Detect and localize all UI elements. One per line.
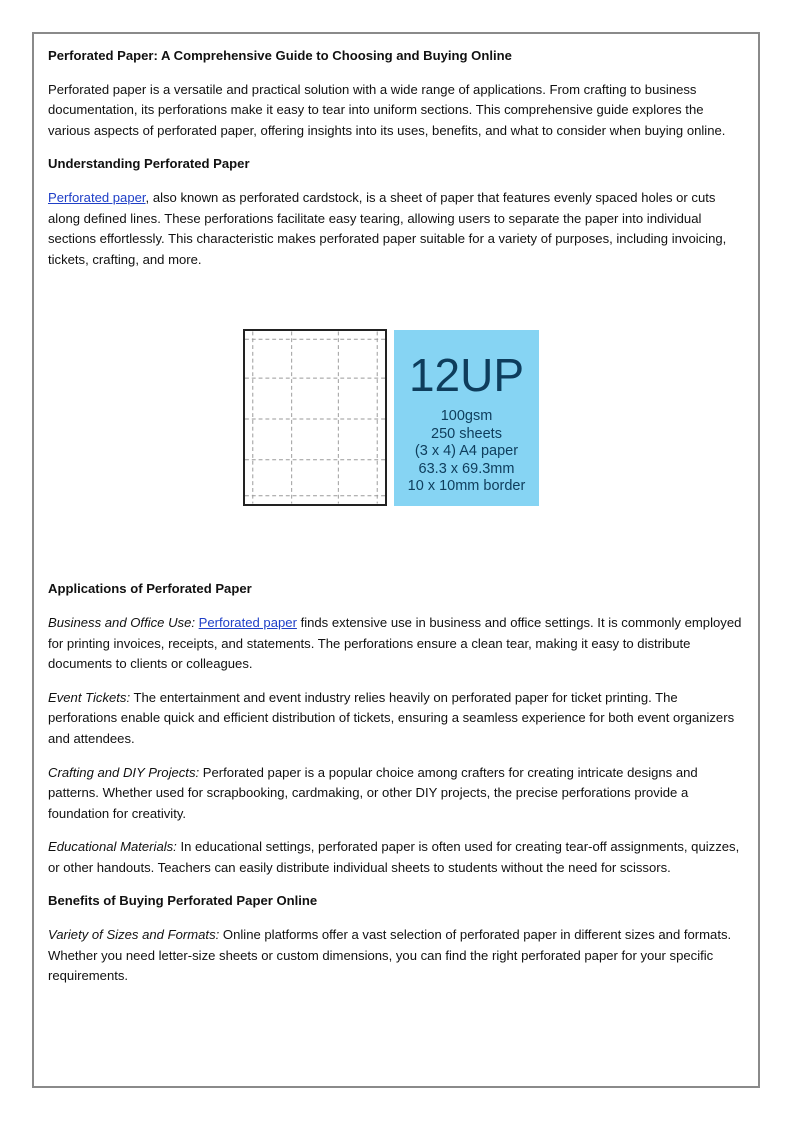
- applications-heading: Applications of Perforated Paper: [48, 581, 252, 597]
- application-item: [48, 763, 748, 825]
- spec-line: 63.3 x 69.3mm: [418, 460, 515, 477]
- application-label: Event Tickets:: [48, 689, 131, 705]
- benefit-label: Variety of Sizes and Formats:: [48, 927, 220, 943]
- application-text: finds extensive use in business and office settings. It is commonly employed for printing invoices, receipts, and statements. The perforations ensure a clean tear, making it easy to distribute documents to clients or colleagues.: [48, 614, 742, 672]
- application-text: Perforated paper is a popular choice among crafters for creating intricate designs and patterns. Whether used for scrapbooking, cardmaking, or other DIY projects, the precise perforations provide a foundation for creativity.: [48, 764, 698, 821]
- application-label: Educational Materials:: [48, 839, 177, 855]
- perforated-paper-link[interactable]: Perforated paper: [48, 189, 146, 205]
- spec-line: (3 x 4) A4 paper: [414, 443, 519, 460]
- application-item: [48, 688, 748, 750]
- spec-line: 10 x 10mm border: [407, 478, 526, 495]
- application-label: Business and Office Use:: [48, 614, 196, 630]
- product-spec-list: [394, 408, 539, 496]
- product-layout-label: 12UP: [408, 349, 525, 402]
- benefit-text: Online platforms offer a vast selection of perforated paper in different sizes and formats. Whether you need letter-size sheets or custom dimensions, you can find the right perforated paper for your specific requirements.: [48, 927, 732, 984]
- perforated-paper-link[interactable]: Perforated paper: [198, 614, 297, 630]
- application-text: In educational settings, perforated paper is often used for creating tear-off assignments, quizzes, or other handouts. Teachers can easily distribute individual sheets to students without the need for scissors.: [48, 839, 740, 875]
- spec-line: 250 sheets: [431, 425, 502, 442]
- product-figure: [48, 283, 748, 573]
- perforated-sheet-illustration: [243, 329, 387, 506]
- document-title: Perforated Paper: A Comprehensive Guide to Choosing and Buying Online: [48, 48, 512, 63]
- benefits-heading: Benefits of Buying Perforated Paper Online: [48, 893, 318, 909]
- application-item: [48, 837, 748, 878]
- understanding-paragraph: [48, 188, 748, 270]
- application-label: Crafting and DIY Projects:: [48, 764, 200, 780]
- intro-paragraph: Perforated paper is a versatile and practical solution with a wide range of applications. From crafting to business documentation, its perforations make it easy to tear into uniform sections. This comprehensive guide explores the various aspects of perforated paper, offering insights into its uses, benefits, and what to consider when buying online.: [48, 81, 726, 138]
- application-text: The entertainment and event industry relies heavily on perforated paper for ticket printing. The perforations enable quick and efficient distribution of tickets, ensuring a seamless experience for both event organizers and attendees.: [48, 689, 735, 746]
- understanding-heading: Understanding Perforated Paper: [48, 156, 250, 172]
- product-spec-panel: [394, 330, 539, 506]
- understanding-text: , also known as perforated cardstock, is a sheet of paper that features evenly spaced holes or cuts along defined lines. These perforations facilitate easy tearing, allowing users to separate the paper into individual sections effortlessly. This characteristic makes perforated paper suitable for a variety of purposes, including invoicing, tickets, crafting, and more.: [48, 189, 727, 267]
- benefit-item: [48, 925, 748, 987]
- spec-line: 100gsm: [440, 408, 493, 425]
- application-item: [48, 613, 748, 675]
- document-body: [48, 46, 748, 1000]
